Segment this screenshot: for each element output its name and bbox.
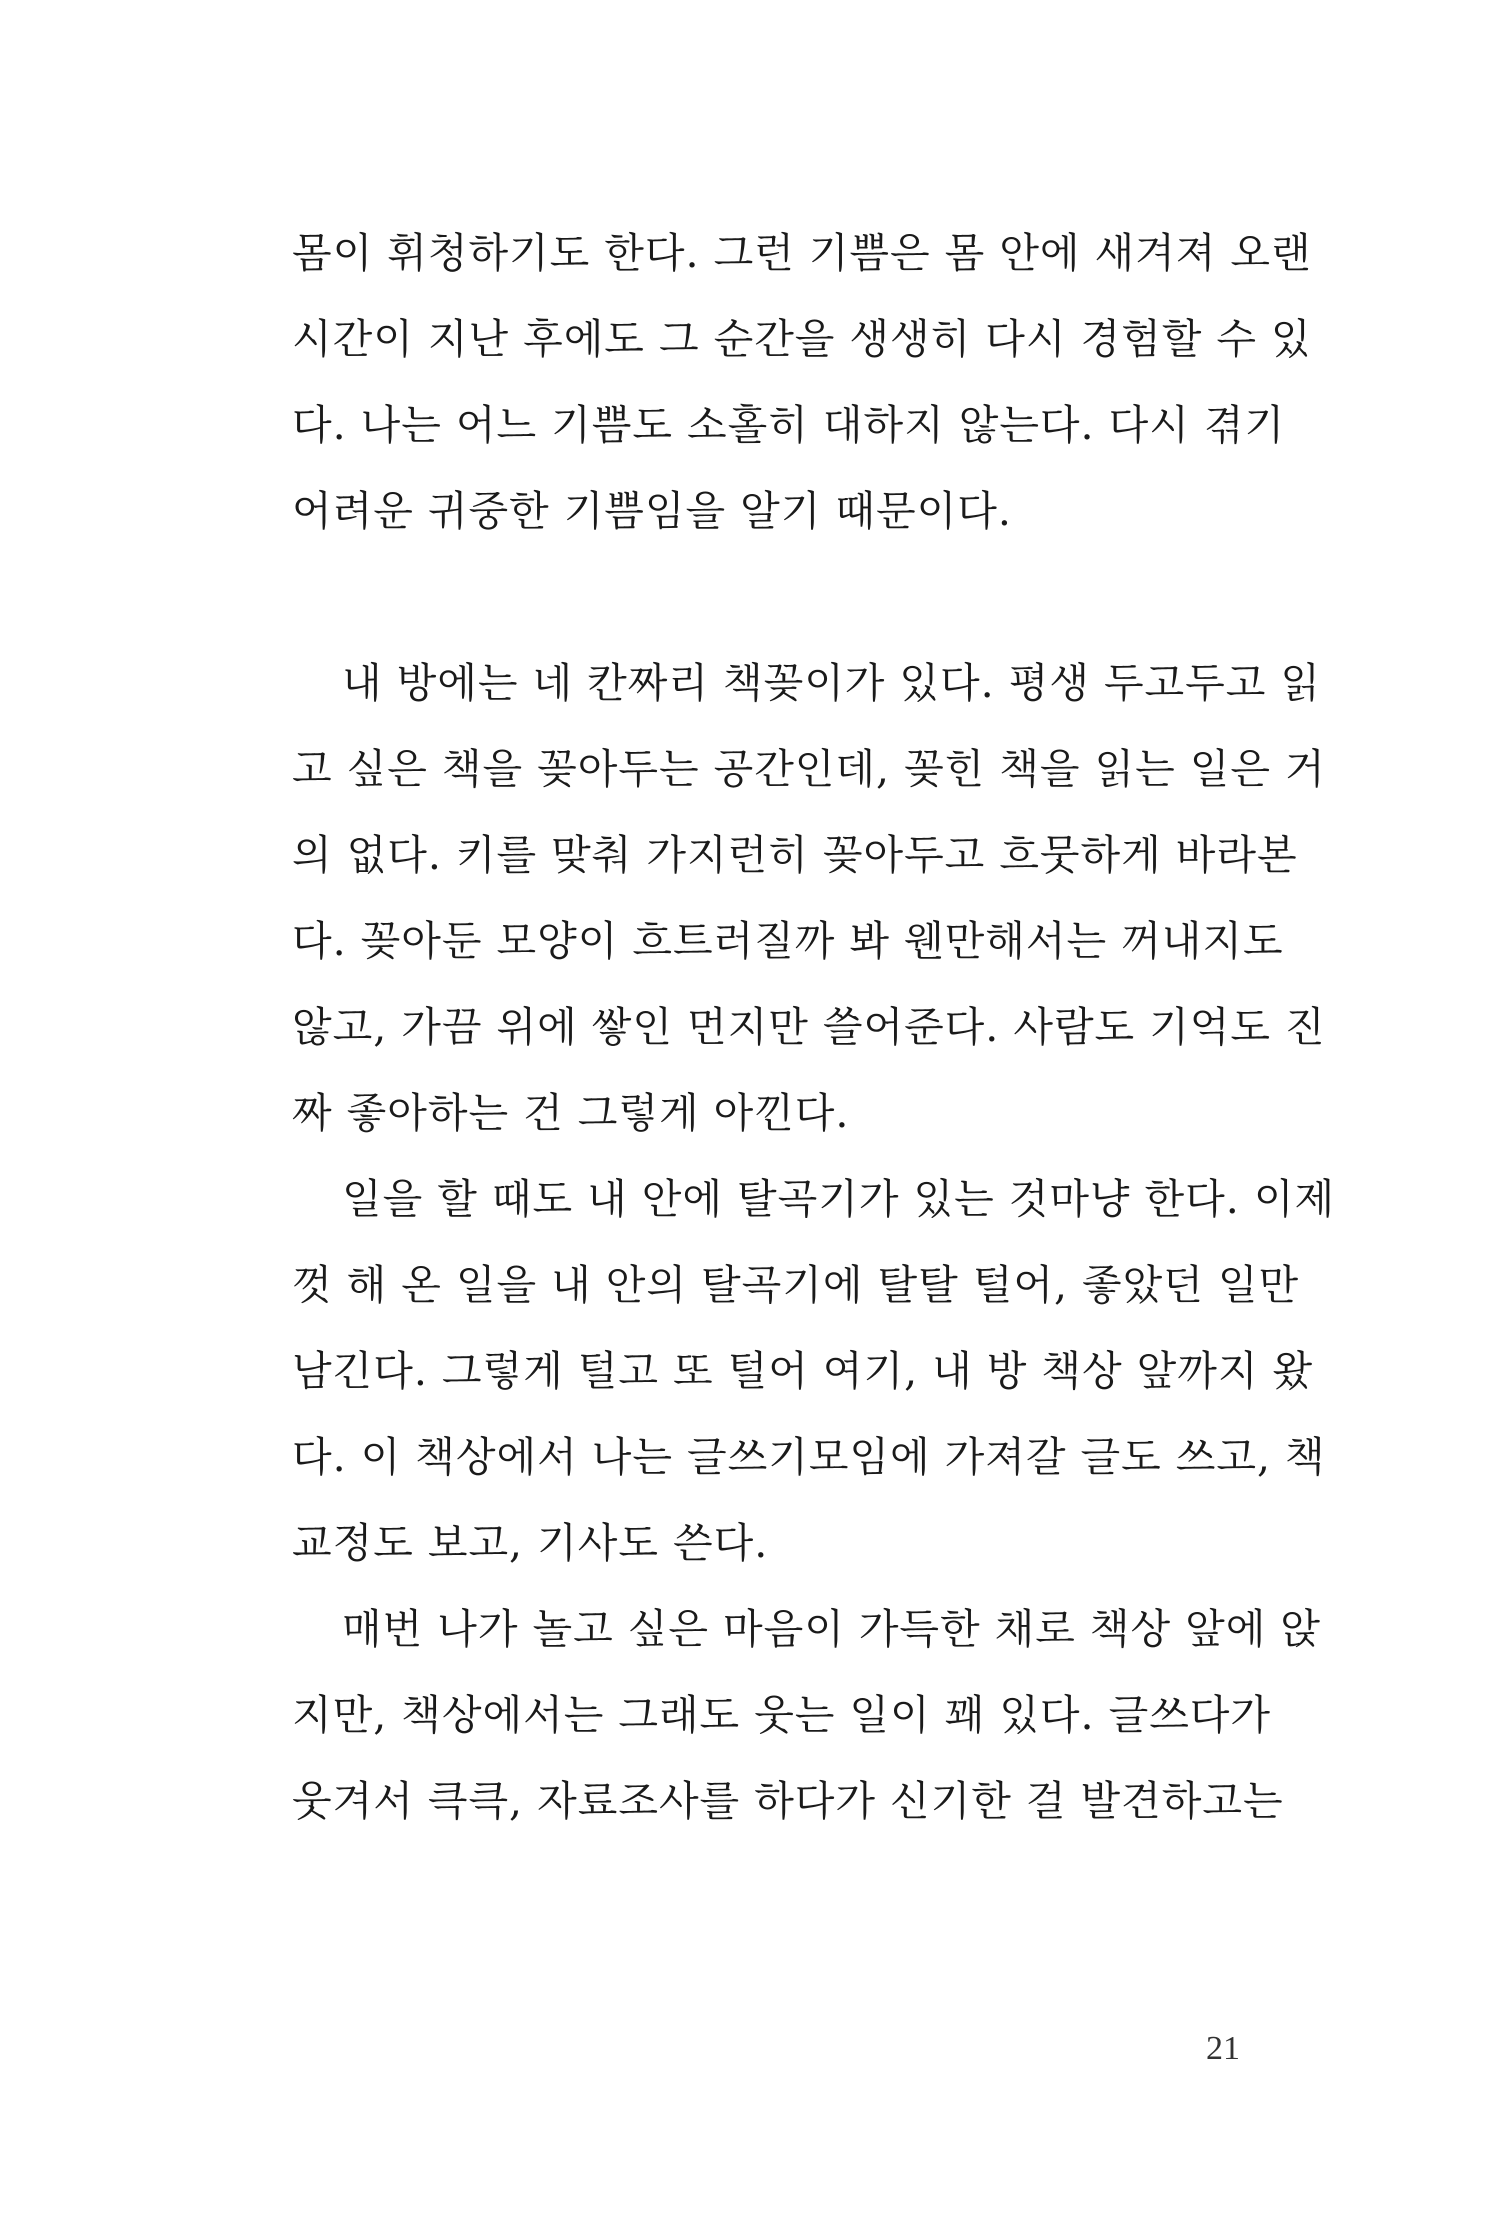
text-line: 시간이 지난 후에도 그 순간을 생생히 다시 경험할 수 있 — [292, 315, 1312, 363]
text-line: 몸이 휘청하기도 한다. 그런 기쁨은 몸 안에 새겨져 오랜 — [292, 229, 1312, 277]
text-line: 매번 나가 놀고 싶은 마음이 가득한 채로 책상 앞에 앉 — [342, 1605, 1322, 1653]
page-number: 21 — [1206, 2030, 1240, 2067]
text-line: 남긴다. 그렇게 털고 또 털어 여기, 내 방 책상 앞까지 왔 — [292, 1347, 1314, 1395]
section-break — [292, 554, 1260, 640]
paragraph-2 — [292, 640, 1326, 1156]
paragraph-4 — [292, 1586, 1322, 1844]
text-line: 고 싶은 책을 꽂아두는 공간인데, 꽂힌 책을 읽는 일은 거 — [292, 745, 1326, 793]
body-text — [292, 210, 1336, 1844]
text-line: 웃겨서 큭큭, 자료조사를 하다가 신기한 걸 발견하고는 — [292, 1777, 1284, 1825]
text-line: 어려운 귀중한 기쁨임을 알기 때문이다. — [292, 487, 1012, 535]
text-line: 짜 좋아하는 건 그렇게 아낀다. — [292, 1089, 850, 1137]
text-line: 않고, 가끔 위에 쌓인 먼지만 쓸어준다. 사람도 기억도 진 — [292, 1003, 1326, 1051]
text-line: 다. 이 책상에서 나는 글쓰기모임에 가져갈 글도 쓰고, 책 — [292, 1433, 1326, 1481]
text-line: 껏 해 온 일을 내 안의 탈곡기에 탈탈 털어, 좋았던 일만 — [292, 1261, 1300, 1309]
text-line: 다. 꽂아둔 모양이 흐트러질까 봐 웬만해서는 꺼내지도 — [292, 917, 1284, 965]
text-line: 의 없다. 키를 맞춰 가지런히 꽂아두고 흐뭇하게 바라본 — [292, 831, 1298, 879]
text-line: 교정도 보고, 기사도 쓴다. — [292, 1519, 769, 1567]
paragraph-1 — [292, 210, 1312, 554]
text-line: 다. 나는 어느 기쁨도 소홀히 대하지 않는다. 다시 겪기 — [292, 401, 1286, 449]
text-line: 지만, 책상에서는 그래도 웃는 일이 꽤 있다. 글쓰다가 — [292, 1691, 1272, 1739]
paragraph-3 — [292, 1156, 1336, 1586]
text-line: 일을 할 때도 내 안에 탈곡기가 있는 것마냥 한다. 이제 — [342, 1175, 1336, 1223]
text-line: 내 방에는 네 칸짜리 책꽂이가 있다. 평생 두고두고 읽 — [342, 659, 1322, 707]
